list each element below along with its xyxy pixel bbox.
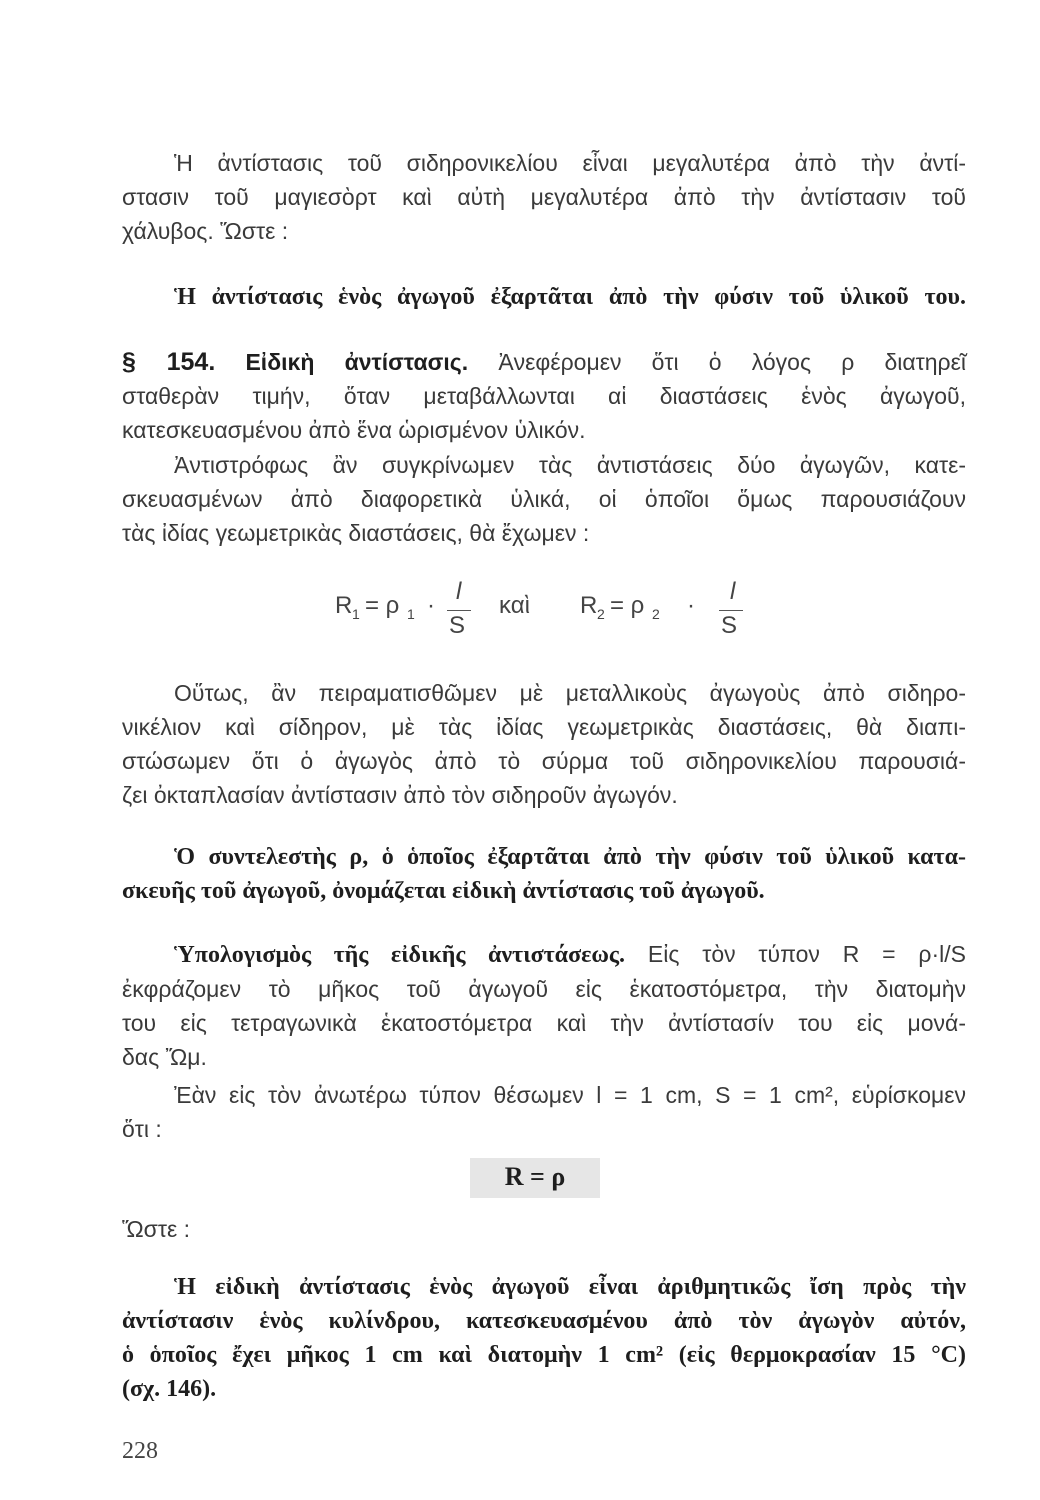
- text-line: χάλυβος. Ὥστε :: [122, 218, 289, 244]
- formula-subscript: 2: [652, 606, 660, 622]
- text-line: σταθερὰν τιμήν, ὅταν μεταβάλλωνται αἱ διαστάσεις ἑνὸς ἀγωγοῦ,: [122, 383, 966, 409]
- formula-dot: ·: [427, 592, 435, 619]
- rule-material-dependence: [122, 280, 966, 314]
- bold-rule-line: ὁ ὁποῖος ἔχει μῆκος 1 cm καὶ διατομὴν 1 cm² (εἰς θερμοκρασίαν 15 °C): [122, 1342, 966, 1368]
- fraction-bar: [719, 610, 743, 611]
- rule-specific-resistance: [122, 840, 966, 908]
- text-line: στώσωμεν ὅτι ὁ ἀγωγὸς ἀπὸ τὸ σύρμα τοῦ σιδηρονικελίου παρουσιά-: [122, 748, 966, 774]
- text-line: νικέλιον καὶ σίδηρον, μὲ τὰς ἰδίας γεωμετρικὰς διαστάσεις, θὰ διαπι-: [122, 714, 966, 740]
- text-line: Ἡ ἀντίστασις τοῦ σιδηρονικελίου εἶναι μεγαλυτέρα ἀπὸ τὴν ἀντί-: [174, 150, 966, 176]
- resistance-formula: [335, 578, 775, 648]
- text-line: Ἀντιστρόφως ἂν συγκρίνωμεν τὰς ἀντιστάσεις δύο ἀγωγῶν, κατε-: [174, 452, 966, 478]
- calculation-first-line: [122, 937, 966, 972]
- section-154-first-line: [122, 345, 966, 379]
- bold-rule-line: Ἡ εἰδικὴ ἀντίστασις ἑνὸς ἀγωγοῦ εἶναι ἀριθμητικῶς ἴση πρὸς τὴν: [174, 1274, 966, 1300]
- hoste-line: [122, 1212, 966, 1246]
- formula-symbol: R: [335, 592, 353, 619]
- text-line: σκευασμένων ἀπὸ διαφορετικὰ ὑλικά, οἱ ὁποῖοι ὅμως παρουσιάζουν: [122, 486, 966, 512]
- section-154: [122, 345, 966, 447]
- text-line: στασιν τοῦ μαγιεσὸρτ καὶ αὐτὴ μεγαλυτέρα ἀπὸ τὴν ἀντίστασιν τοῦ: [122, 184, 966, 210]
- formula-subscript: 2: [597, 606, 605, 622]
- text-line: κατεσκευασμένου ἀπὸ ἕνα ὡρισμένον ὑλικόν.: [122, 417, 586, 443]
- formula-symbol: = ρ: [365, 592, 400, 619]
- formula-symbol: = ρ: [610, 592, 645, 619]
- paragraph-calculation: [122, 937, 966, 1074]
- bold-rule-line: Ἡ ἀντίστασις ἑνὸς ἀγωγοῦ ἐξαρτᾶται ἀπὸ τὴν φύσιν τοῦ ὑλικοῦ του.: [174, 284, 966, 310]
- section-title: Εἰδικὴ ἀντίστασις.: [245, 349, 469, 375]
- page-number: 228: [122, 1438, 158, 1464]
- paragraph-conversely: [122, 448, 966, 550]
- bold-rule-line: Ὁ συντελεστὴς ρ, ὁ ὁποῖος ἐξαρτᾶται ἀπὸ τὴν φύσιν τοῦ ὑλικοῦ κατα-: [174, 844, 966, 870]
- text-line: του εἰς τετραγωνικὰ ἑκατοστόμετρα καὶ τὴν ἀντίστασίν του εἰς μονά-: [122, 1010, 966, 1036]
- paragraph-resistance-comparison: [122, 146, 966, 248]
- text-line: ὅτι :: [122, 1116, 162, 1142]
- bold-rule-line: ἀντίστασιν ἑνὸς κυλίνδρου, κατεσκευασμένου ἀπὸ τὸν ἀγωγὸν αὐτόν,: [122, 1308, 966, 1334]
- fraction-bar: [447, 610, 471, 611]
- calculation-heading: Ὑπολογισμὸς τῆς εἰδικῆς ἀντιστάσεως.: [174, 942, 626, 968]
- paragraph-experiment: [122, 676, 966, 812]
- text-line: Ἐὰν εἰς τὸν ἀνωτέρω τύπον θέσωμεν l = 1 cm, S = 1 cm², εὑρίσκομεν: [174, 1082, 966, 1108]
- section-heading: [122, 349, 468, 375]
- result-formula-box: [470, 1158, 600, 1198]
- text-span: Ἀνεφέρομεν ὅτι ὁ λόγος ρ διατηρεῖ: [498, 349, 966, 375]
- result-formula: R = ρ: [504, 1162, 566, 1191]
- fraction-denominator: S: [721, 612, 738, 639]
- bold-rule-line: (σχ. 146).: [122, 1376, 217, 1402]
- paragraph-substitution: [122, 1078, 966, 1146]
- fraction-numerator: l: [730, 578, 736, 605]
- formula-dot: ·: [687, 592, 695, 619]
- bold-rule-line: σκευῆς τοῦ ἀγωγοῦ, ὀνομάζεται εἰδικὴ ἀντίστασις τοῦ ἀγωγοῦ.: [122, 878, 765, 904]
- rule-definition: [122, 1270, 966, 1406]
- text-line: τὰς ἰδίας γεωμετρικὰς διαστάσεις, θὰ ἔχωμεν :: [122, 520, 590, 546]
- formula-subscript: 1: [352, 606, 360, 622]
- text-line: ἐκφράζομεν τὸ μῆκος τοῦ ἀγωγοῦ εἰς ἑκατοστόμετρα, τὴν διατομὴν: [122, 976, 966, 1002]
- formula-subscript: 1: [407, 606, 415, 622]
- section-number: § 154.: [122, 348, 216, 376]
- text-line: Οὕτως, ἂν πειραματισθῶμεν μὲ μεταλλικοὺς ἀγωγοὺς ἀπὸ σιδηρο-: [174, 680, 966, 706]
- formula-symbol: R: [580, 592, 598, 619]
- fraction-numerator: l: [456, 578, 462, 605]
- formula-conjunction: καὶ: [499, 592, 530, 619]
- text-line: δας Ὤμ.: [122, 1044, 207, 1070]
- text-span: Εἰς τὸν τύπον R = ρ·l/S: [647, 941, 967, 967]
- text-line: ζει ὀκταπλασίαν ἀντίστασιν ἀπὸ τὸν σιδηροῦν ἀγωγόν.: [122, 782, 678, 808]
- fraction-denominator: S: [449, 612, 466, 639]
- text-line: Ὥστε :: [122, 1216, 191, 1242]
